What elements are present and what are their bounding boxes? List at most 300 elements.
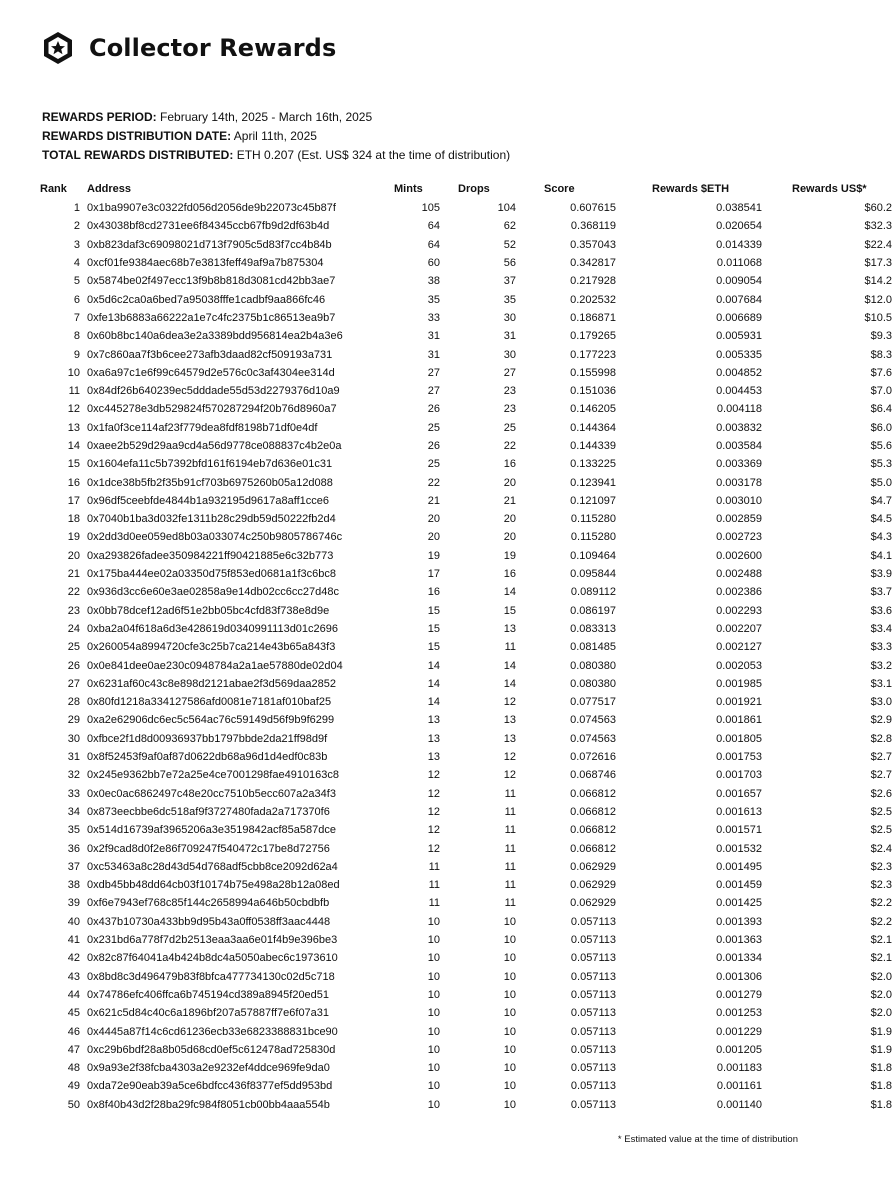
table-row: [40, 693, 892, 711]
drops-cell: 11: [504, 824, 516, 837]
address-cell: 0xc29b6bdf28a8b05d68cd0ef5c612478ad725830d: [87, 1043, 336, 1056]
rewards-usd-cell: $4.3: [870, 531, 892, 544]
score-cell: 0.121097: [570, 494, 616, 507]
address-cell: 0x873eecbbe6dc518af9f3727480fada2a717370f6: [87, 805, 330, 818]
table-row: [40, 510, 892, 528]
rewards-eth-cell: 0.001805: [716, 732, 762, 745]
rewards-eth-cell: 0.001140: [716, 1098, 762, 1111]
mints-cell: 11: [428, 879, 440, 892]
rewards-usd-cell: $2.4: [870, 842, 892, 855]
drops-cell: 10: [503, 934, 516, 947]
table-row: [40, 931, 892, 949]
total-distributed: [42, 146, 510, 165]
drops-cell: 11: [504, 860, 516, 873]
table-row: [40, 894, 892, 912]
rewards-usd-cell: $2.0: [870, 988, 892, 1001]
rank-cell: 33: [67, 787, 80, 800]
rewards-eth-cell: 0.003584: [716, 440, 762, 452]
drops-cell: 15: [503, 604, 516, 617]
drops-cell: 10: [503, 1062, 516, 1075]
drops-cell: 10: [503, 1080, 516, 1093]
rewards-usd-cell: $5.3: [870, 458, 892, 471]
mints-cell: 60: [427, 257, 440, 270]
score-cell: 0.081485: [570, 641, 616, 654]
rewards-eth-cell: 0.001334: [716, 952, 762, 965]
col-address-header: Address: [87, 183, 132, 195]
address-cell: 0x175ba444ee02a03350d75f853ed0681a1f3c6bc8: [87, 568, 336, 581]
table-row: [40, 583, 892, 601]
table-row: [40, 949, 892, 967]
address-cell: 0xa293826fadee350984221ff90421885e6c32b773: [87, 549, 334, 562]
table-row: [40, 473, 892, 491]
address-cell: 0xfbce2f1d8d00936937bb1797bbde2da21ff98d9f: [87, 732, 328, 745]
mints-cell: 12: [427, 769, 440, 782]
address-cell: 0x7c860aa7f3b6cee273afb3daad82cf509193a731: [87, 348, 333, 361]
table-row: [40, 290, 892, 308]
mints-cell: 12: [427, 824, 440, 837]
mints-cell: 38: [427, 275, 440, 288]
table-row: [40, 730, 892, 748]
table-row: [40, 821, 892, 839]
address-cell: 0x82c87f64041a4b424b8dc4a5050abec6c1973610: [87, 952, 338, 965]
drops-cell: 30: [503, 348, 516, 361]
rank-cell: 26: [67, 659, 80, 672]
rewards-usd-cell: $7.6: [870, 366, 892, 379]
rewards-usd-cell: $2.7: [870, 769, 892, 782]
col-score-header: Score: [544, 183, 575, 195]
mints-cell: 17: [427, 568, 440, 581]
table-row: [40, 382, 892, 400]
rank-cell: 31: [67, 751, 80, 764]
score-cell: 0.062929: [570, 860, 616, 873]
rewards-usd-cell: $3.1: [870, 677, 892, 690]
total-distributed-value: ETH 0.207 (Est. US$ 324 at the time of distribution): [236, 148, 511, 162]
rank-cell: 48: [67, 1062, 80, 1075]
score-cell: 0.062929: [570, 879, 616, 892]
mints-cell: 10: [427, 934, 440, 947]
mints-cell: 22: [427, 476, 440, 489]
address-cell: 0x4445a87f14c6cd61236ecb33e6823388831bce90: [87, 1025, 338, 1038]
score-cell: 0.607615: [570, 202, 616, 215]
rewards-period-label: REWARDS PERIOD:: [42, 110, 157, 124]
rewards-meta: [42, 108, 510, 165]
address-cell: 0xaee2b529d29aa9cd4a56d9778ce088837c4b2e0a: [87, 440, 342, 452]
drops-cell: 16: [503, 458, 516, 471]
drops-cell: 16: [503, 568, 516, 581]
rewards-eth-cell: 0.001279: [716, 988, 762, 1001]
drops-cell: 20: [503, 476, 516, 489]
address-cell: 0x2dd3d0ee059ed8b03a033074c250b9805786746c: [87, 531, 343, 544]
score-cell: 0.144339: [570, 440, 616, 452]
score-cell: 0.217928: [570, 275, 616, 288]
rewards-eth-cell: 0.001703: [716, 769, 762, 782]
mints-cell: 13: [427, 714, 440, 727]
rewards-eth-cell: 0.002386: [716, 586, 762, 599]
rewards-eth-cell: 0.002053: [716, 659, 762, 672]
address-cell: 0x2f9cad8d0f2e86f709247f540472c17be8d72756: [87, 842, 330, 855]
address-cell: 0xcf01fe9384aec68b7e3813feff49af9a7b875304: [87, 257, 324, 270]
rewards-eth-cell: 0.002293: [716, 604, 762, 617]
address-cell: 0x74786efc406ffca6b745194cd389a8945f20ed51: [87, 988, 330, 1001]
drops-cell: 12: [503, 769, 516, 782]
rewards-usd-cell: $2.5: [870, 805, 892, 818]
drops-cell: 37: [503, 275, 516, 288]
mints-cell: 26: [427, 440, 440, 452]
score-cell: 0.057113: [570, 1080, 616, 1093]
table-row: [40, 967, 892, 985]
mints-cell: 26: [427, 403, 440, 416]
rewards-eth-cell: 0.003369: [716, 458, 762, 471]
address-cell: 0xc53463a8c28d43d54d768adf5cbb8ce2092d62a4: [87, 860, 338, 873]
address-cell: 0x0ec0ac6862497c48e20cc7510b5ecc607a2a34f3: [87, 787, 336, 800]
address-cell: 0x1ba9907e3c0322fd056d2056de9b22073c45b87f: [87, 202, 336, 215]
score-cell: 0.072616: [570, 751, 616, 764]
rank-cell: 8: [73, 330, 80, 343]
rewards-usd-cell: $5.6: [870, 440, 892, 452]
score-cell: 0.186871: [570, 311, 616, 324]
drops-cell: 27: [503, 366, 516, 379]
mints-cell: 11: [428, 897, 440, 910]
mints-cell: 12: [427, 842, 440, 855]
drops-cell: 22: [503, 440, 516, 452]
table-row: [40, 345, 892, 363]
table-row: [40, 199, 892, 217]
drops-cell: 30: [503, 311, 516, 324]
col-mints-header: Mints: [394, 183, 423, 195]
rank-cell: 24: [67, 622, 80, 635]
mints-cell: 14: [427, 677, 440, 690]
rank-cell: 41: [67, 934, 80, 947]
drops-cell: 11: [504, 879, 516, 892]
rewards-eth-cell: 0.005931: [716, 330, 762, 343]
drops-cell: 11: [504, 787, 516, 800]
table-row: [40, 1096, 892, 1114]
rank-cell: 17: [67, 494, 80, 507]
table-row: [40, 839, 892, 857]
score-cell: 0.115280: [570, 513, 616, 526]
footnote: * Estimated value at the time of distribution: [617, 1134, 798, 1145]
score-cell: 0.155998: [570, 366, 616, 379]
total-distributed-label: TOTAL REWARDS DISTRIBUTED:: [42, 148, 234, 162]
address-cell: 0x5d6c2ca0a6bed7a95038fffe1cadbf9aa866fc46: [87, 293, 326, 306]
table-row: [40, 656, 892, 674]
drops-cell: 10: [503, 915, 516, 928]
address-cell: 0x8f40b43d2f28ba29fc984f8051cb00bb4aaa554b: [87, 1098, 330, 1111]
mints-cell: 10: [427, 988, 440, 1001]
rewards-eth-cell: 0.003010: [716, 494, 762, 507]
mints-cell: 14: [427, 696, 440, 709]
score-cell: 0.080380: [570, 677, 616, 690]
rewards-usd-cell: $1.8: [870, 1098, 892, 1111]
mints-cell: 10: [427, 1098, 440, 1111]
mints-cell: 31: [427, 348, 440, 361]
col-rewards-eth-header: Rewards $ETH: [652, 183, 730, 195]
score-cell: 0.146205: [570, 403, 616, 416]
table-row: [40, 602, 892, 620]
mints-cell: 64: [427, 238, 440, 251]
address-cell: 0x245e9362bb7e72a25e4ce7001298fae4910163c8: [87, 769, 340, 782]
score-cell: 0.057113: [570, 970, 616, 983]
drops-cell: 14: [503, 586, 516, 599]
address-cell: 0x936d3cc6e60e3ae02858a9e14db02cc6cc27d48c: [87, 586, 340, 599]
rank-cell: 35: [67, 824, 80, 837]
rewards-eth-cell: 0.001571: [716, 824, 762, 837]
rank-cell: 15: [67, 458, 80, 471]
rewards-usd-cell: $10.5: [864, 311, 892, 324]
score-cell: 0.057113: [570, 1043, 616, 1056]
drops-cell: 10: [503, 1025, 516, 1038]
rewards-usd-cell: $2.6: [870, 787, 892, 800]
rewards-eth-cell: 0.001921: [716, 696, 762, 709]
drops-cell: 10: [503, 1007, 516, 1020]
address-cell: 0x1fa0f3ce114af23f779dea8fdf8198b71df0e4df: [87, 421, 318, 434]
mints-cell: 15: [427, 622, 440, 635]
col-rank-header: Rank: [40, 183, 67, 195]
rank-cell: 20: [67, 549, 80, 562]
rewards-eth-cell: 0.014339: [716, 238, 762, 251]
rewards-usd-cell: $3.6: [870, 604, 892, 617]
rewards-usd-cell: $14.2: [864, 275, 892, 288]
drops-cell: 20: [503, 531, 516, 544]
score-cell: 0.057113: [570, 915, 616, 928]
rank-cell: 7: [73, 311, 80, 324]
rewards-eth-cell: 0.004852: [716, 366, 762, 379]
score-cell: 0.074563: [570, 714, 616, 727]
score-cell: 0.083313: [570, 622, 616, 635]
drops-cell: 23: [503, 403, 516, 416]
rank-cell: 6: [73, 293, 80, 306]
address-cell: 0x437b10730a433bb9d95b43a0ff0538ff3aac4448: [87, 915, 331, 928]
star-badge-icon: [40, 30, 76, 66]
address-cell: 0xda72e90eab39a5ce6bdfcc436f8377ef5dd953bd: [87, 1080, 333, 1093]
rank-cell: 45: [67, 1007, 80, 1020]
rewards-usd-cell: $3.2: [870, 659, 892, 672]
drops-cell: 11: [504, 641, 516, 654]
mints-cell: 27: [427, 366, 440, 379]
rewards-usd-cell: $2.1: [870, 934, 892, 947]
rank-cell: 12: [67, 403, 80, 416]
rewards-eth-cell: 0.001657: [716, 787, 762, 800]
rewards-eth-cell: 0.001393: [716, 915, 762, 928]
rewards-usd-cell: $17.3: [864, 257, 892, 270]
drops-cell: 10: [503, 952, 516, 965]
table-row: [40, 766, 892, 784]
rewards-eth-cell: 0.001253: [716, 1007, 762, 1020]
drops-cell: 13: [503, 622, 516, 635]
page-title: Collector Rewards: [89, 34, 337, 62]
drops-cell: 23: [503, 385, 516, 398]
mints-cell: 10: [427, 1080, 440, 1093]
table-row: [40, 986, 892, 1004]
score-cell: 0.057113: [570, 952, 616, 965]
rewards-usd-cell: $3.3: [870, 641, 892, 654]
rewards-usd-cell: $2.2: [870, 897, 892, 910]
rank-cell: 3: [73, 238, 80, 251]
mints-cell: 14: [427, 659, 440, 672]
score-cell: 0.095844: [570, 568, 616, 581]
score-cell: 0.057113: [570, 1062, 616, 1075]
table-row: [40, 876, 892, 894]
rewards-eth-cell: 0.002723: [716, 531, 762, 544]
table-row: [40, 272, 892, 290]
mints-cell: 64: [427, 220, 440, 233]
address-cell: 0x8f52453f9af0af87d0622db68a96d1d4edf0c83b: [87, 751, 328, 764]
mints-cell: 12: [427, 787, 440, 800]
rewards-usd-cell: $4.1: [870, 549, 892, 562]
rank-cell: 2: [73, 220, 80, 233]
header: [40, 28, 336, 68]
score-cell: 0.066812: [570, 842, 616, 855]
table-row: [40, 547, 892, 565]
score-cell: 0.066812: [570, 805, 616, 818]
address-cell: 0x1dce38b5fb2f35b91cf703b6975260b05a12d088: [87, 476, 333, 489]
rewards-eth-cell: 0.002127: [716, 641, 762, 654]
drops-cell: 14: [503, 677, 516, 690]
rewards-eth-cell: 0.002207: [716, 622, 762, 635]
score-cell: 0.086197: [570, 604, 616, 617]
rewards-table: [40, 179, 892, 1114]
address-cell: 0x0bb78dcef12ad6f51e2bb05bc4cfd83f738e8d9e: [87, 604, 330, 617]
drops-cell: 10: [503, 988, 516, 1001]
score-cell: 0.068746: [570, 769, 616, 782]
rank-cell: 19: [67, 531, 80, 544]
mints-cell: 10: [427, 915, 440, 928]
score-cell: 0.368119: [570, 220, 616, 233]
address-cell: 0x9a93e2f38fcba4303a2e9232ef4ddce969fe9da0: [87, 1062, 330, 1075]
rewards-usd-cell: $60.2: [864, 202, 892, 215]
mints-cell: 27: [427, 385, 440, 398]
drops-cell: 10: [503, 970, 516, 983]
rewards-usd-cell: $1.9: [870, 1043, 892, 1056]
score-cell: 0.342817: [570, 257, 616, 270]
score-cell: 0.080380: [570, 659, 616, 672]
rewards-eth-cell: 0.001363: [716, 934, 762, 947]
rewards-usd-cell: $32.3: [864, 220, 892, 233]
score-cell: 0.357043: [570, 238, 616, 251]
mints-cell: 20: [427, 513, 440, 526]
rank-cell: 34: [67, 805, 80, 818]
mints-cell: 33: [427, 311, 440, 324]
table-row: [40, 309, 892, 327]
address-cell: 0xb823daf3c69098021d713f7905c5d83f7cc4b84b: [87, 238, 332, 251]
mints-cell: 105: [421, 202, 440, 215]
rank-cell: 30: [67, 732, 80, 745]
address-cell: 0xc445278e3db529824f570287294f20b76d8960a7: [87, 403, 337, 416]
mints-cell: 15: [427, 641, 440, 654]
table-row: [40, 675, 892, 693]
rank-cell: 47: [67, 1043, 80, 1056]
table-row: [40, 803, 892, 821]
table-row: [40, 437, 892, 455]
rewards-usd-cell: $4.7: [870, 494, 892, 507]
table-row: [40, 638, 892, 656]
score-cell: 0.062929: [570, 897, 616, 910]
rewards-usd-cell: $3.4: [870, 622, 892, 635]
address-cell: 0x7040b1ba3d032fe1311b28c29db59d50222fb2d4: [87, 513, 336, 526]
drops-cell: 11: [504, 805, 516, 818]
address-cell: 0x6231af60c43c8e898d2121abae2f3d569daa2852: [87, 677, 336, 690]
score-cell: 0.089112: [570, 586, 616, 599]
table-row: [40, 217, 892, 235]
rewards-eth-cell: 0.002488: [716, 568, 762, 581]
rewards-eth-cell: 0.001495: [716, 860, 762, 873]
rewards-usd-cell: $2.8: [870, 732, 892, 745]
address-cell: 0x231bd6a778f7d2b2513eaa3aa6e01f4b9e396be3: [87, 934, 338, 947]
rewards-usd-cell: $3.7: [870, 586, 892, 599]
table-row: [40, 327, 892, 345]
mints-cell: 25: [427, 421, 440, 434]
rewards-eth-cell: 0.001459: [716, 879, 762, 892]
rank-cell: 11: [68, 385, 80, 398]
score-cell: 0.202532: [570, 293, 616, 306]
rank-cell: 13: [67, 421, 80, 434]
drops-cell: 10: [503, 1098, 516, 1111]
rank-cell: 46: [67, 1025, 80, 1038]
mints-cell: 21: [427, 494, 440, 507]
drops-cell: 10: [503, 1043, 516, 1056]
drops-cell: 62: [503, 220, 516, 233]
rewards-usd-cell: $1.9: [870, 1025, 892, 1038]
rewards-usd-cell: $6.4: [870, 403, 892, 416]
rewards-usd-cell: $2.9: [870, 714, 892, 727]
rank-cell: 1: [73, 202, 80, 215]
table-row: [40, 419, 892, 437]
drops-cell: 56: [503, 257, 516, 270]
table-row: [40, 748, 892, 766]
address-cell: 0xa2e62906dc6ec5c564ac76c59149d56f9b9f6299: [87, 714, 335, 727]
rank-cell: 27: [67, 677, 80, 690]
drops-cell: 13: [503, 732, 516, 745]
mints-cell: 20: [427, 531, 440, 544]
table-row: [40, 620, 892, 638]
drops-cell: 14: [503, 659, 516, 672]
rewards-usd-cell: $2.3: [870, 860, 892, 873]
drops-cell: 12: [503, 751, 516, 764]
rank-cell: 10: [67, 366, 80, 379]
table-row: [40, 565, 892, 583]
rank-cell: 38: [67, 879, 80, 892]
table-row: [40, 1077, 892, 1095]
score-cell: 0.066812: [570, 824, 616, 837]
table-row: [40, 711, 892, 729]
table-row: [40, 254, 892, 272]
table-row: [40, 364, 892, 382]
rewards-usd-cell: $1.8: [870, 1080, 892, 1093]
score-cell: 0.066812: [570, 787, 616, 800]
rewards-eth-cell: 0.001861: [716, 714, 762, 727]
rank-cell: 39: [67, 897, 80, 910]
rank-cell: 9: [73, 348, 80, 361]
table-row: [40, 1041, 892, 1059]
rewards-usd-cell: $2.2: [870, 915, 892, 928]
distribution-date: [42, 127, 510, 146]
rank-cell: 25: [67, 641, 80, 654]
drops-cell: 11: [504, 842, 516, 855]
rewards-usd-cell: $6.0: [870, 421, 892, 434]
drops-cell: 104: [497, 202, 516, 215]
drops-cell: 25: [503, 421, 516, 434]
rewards-usd-cell: $2.0: [870, 1007, 892, 1020]
table-row: [40, 913, 892, 931]
table-row: [40, 455, 892, 473]
rewards-eth-cell: 0.002859: [716, 513, 762, 526]
address-cell: 0x0e841dee0ae230c0948784a2a1ae57880de02d04: [87, 659, 343, 672]
rank-cell: 14: [67, 440, 80, 452]
mints-cell: 10: [427, 1043, 440, 1056]
rank-cell: 23: [67, 604, 80, 617]
rewards-eth-cell: 0.038541: [716, 202, 762, 215]
mints-cell: 13: [427, 751, 440, 764]
